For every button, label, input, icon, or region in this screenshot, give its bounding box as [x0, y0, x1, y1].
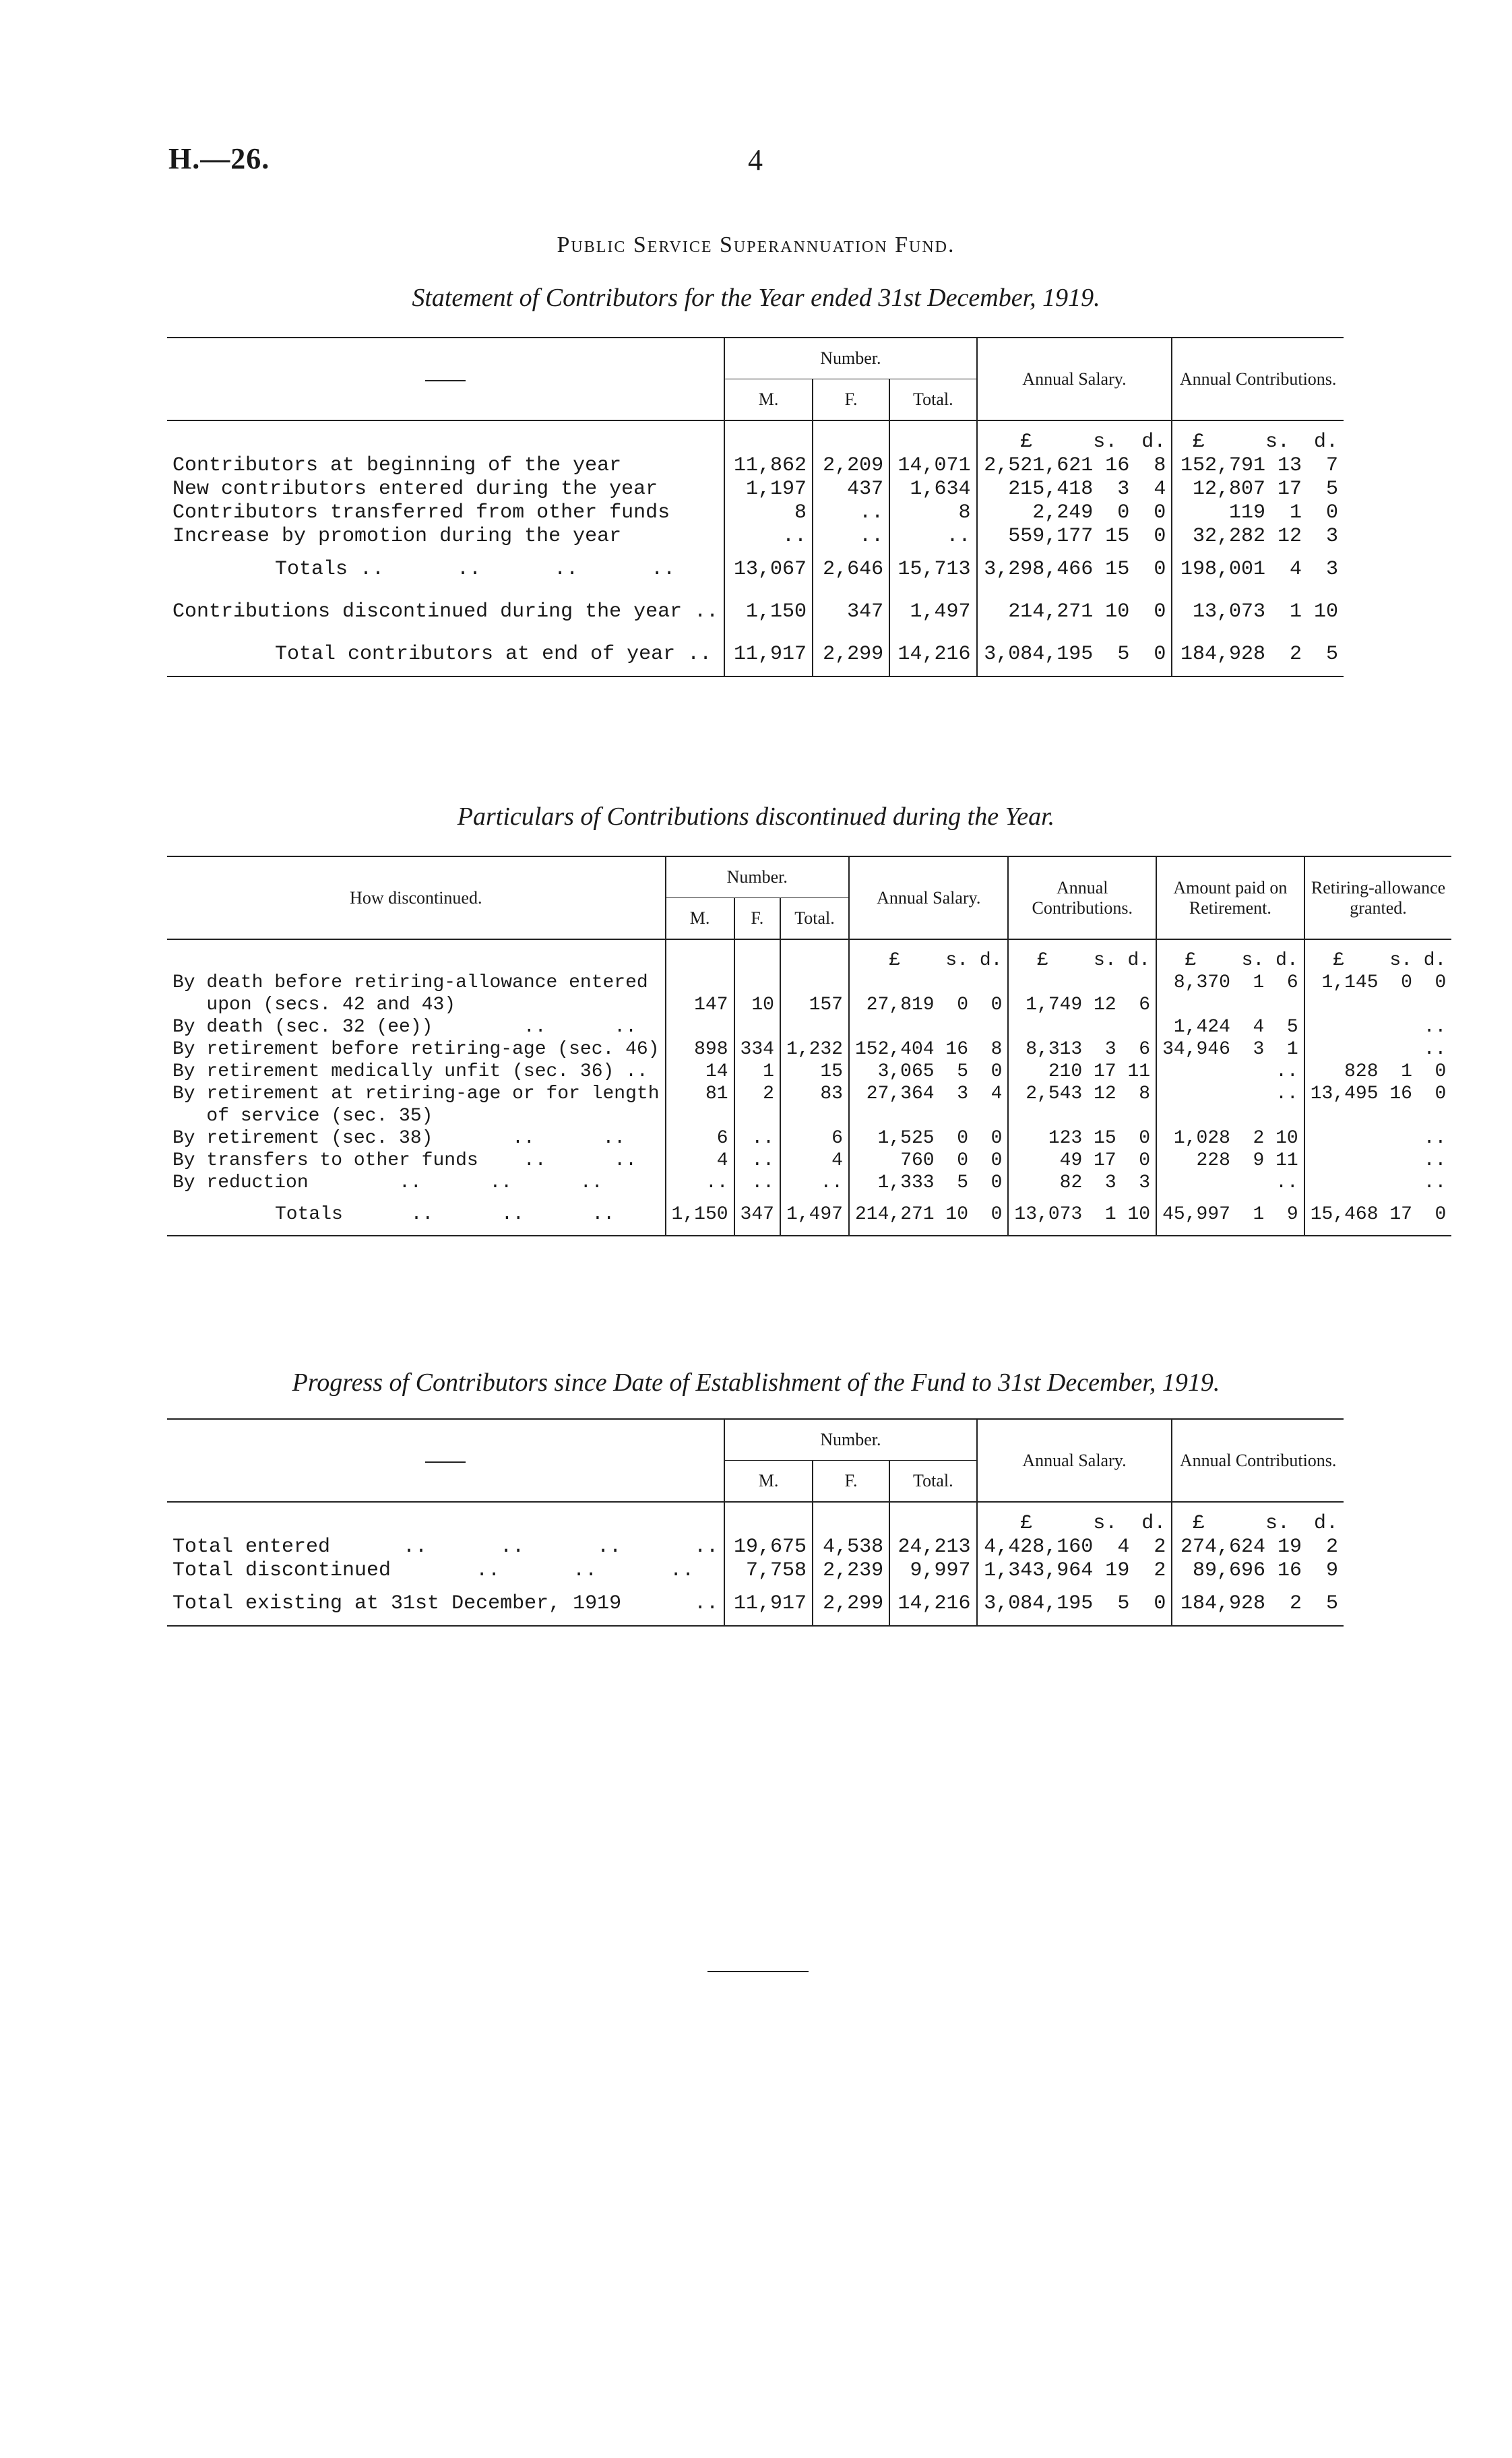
cell-total: 83 — [780, 1083, 849, 1105]
cell-total: 1,634 — [889, 478, 976, 501]
contributions-header: Annual Contributions. — [1172, 338, 1344, 420]
row-label: By reduction .. .. .. — [172, 1172, 603, 1193]
row-label: Contributions discontinued during the year .. — [172, 600, 719, 623]
total-header: Total. — [780, 898, 849, 940]
cell-m: 7,758 — [724, 1559, 813, 1583]
cell-salary: 3,084,195 5 0 — [977, 1583, 1172, 1626]
discontinued-row — [167, 591, 1344, 633]
cell-m: 19,675 — [724, 1536, 813, 1559]
salary-units: £ s. d. — [849, 939, 1008, 972]
m-header: M. — [666, 898, 734, 940]
m-header: M. — [724, 1461, 813, 1503]
cell-f: 2 — [734, 1083, 780, 1105]
cell-salary — [849, 1016, 1008, 1038]
cell-f: .. — [813, 525, 889, 548]
amount-paid-header: Amount paid on Retirement. — [1156, 856, 1304, 939]
cell-f: 1 — [734, 1061, 780, 1083]
table-row — [167, 1083, 1451, 1105]
cell-m: 81 — [666, 1083, 734, 1105]
cell-m: 6 — [666, 1127, 734, 1149]
cell-f: .. — [734, 1172, 780, 1194]
cell-m — [666, 1016, 734, 1038]
salary-header: Annual Salary. — [849, 856, 1008, 939]
table-row — [167, 501, 1344, 525]
row-label: By retirement before retiring-age (sec. 46) — [172, 1039, 660, 1060]
cell-salary: 215,418 3 4 — [977, 478, 1172, 501]
table-row — [167, 1149, 1451, 1172]
end-of-year-row — [167, 633, 1344, 676]
table-row — [167, 1061, 1451, 1083]
salary-header: Annual Salary. — [977, 338, 1172, 420]
cell-total: 9,997 — [889, 1559, 976, 1583]
cell-total: 1,497 — [780, 1194, 849, 1236]
cell-salary: 3,065 5 0 — [849, 1061, 1008, 1083]
cell-total: .. — [780, 1172, 849, 1194]
cell-contrib: 13,073 1 10 — [1172, 591, 1344, 633]
cell-retiring: .. — [1304, 1172, 1452, 1194]
cell-f: 2,209 — [813, 454, 889, 478]
row-label: Total existing at 31st December, 1919 .. — [172, 1592, 719, 1615]
progress-table — [167, 1418, 1344, 1627]
table1-caption: Statement of Contributors for the Year ended 31st December, 1919. — [412, 284, 1100, 312]
table-row — [167, 1105, 1451, 1127]
document-title: Public Service Superannuation Fund. — [557, 232, 955, 257]
cell-retiring: 828 1 0 — [1304, 1061, 1452, 1083]
contrib-units: £ s. d. — [1172, 420, 1344, 454]
cell-total: 15 — [780, 1061, 849, 1083]
cell-total: 1,232 — [780, 1038, 849, 1061]
row-label: Totals .. .. .. — [275, 1204, 615, 1225]
cell-retiring: 1,145 0 0 — [1304, 972, 1452, 994]
cell-f: 2,646 — [813, 548, 889, 591]
cell-contrib — [1008, 972, 1156, 994]
table-row — [167, 994, 1451, 1016]
cell-retiring — [1304, 994, 1452, 1016]
contrib-units: £ s. d. — [1008, 939, 1156, 972]
cell-salary: 214,271 10 0 — [977, 591, 1172, 633]
cell-total: 8 — [889, 501, 976, 525]
cell-amount: 1,028 2 10 — [1156, 1127, 1304, 1149]
cell-contrib: 8,313 3 6 — [1008, 1038, 1156, 1061]
cell-contrib: 12,807 17 5 — [1172, 478, 1344, 501]
cell-f — [734, 972, 780, 994]
cell-contrib: 184,928 2 5 — [1172, 633, 1344, 676]
document-reference: H.—26. — [168, 142, 270, 175]
cell-total — [780, 972, 849, 994]
retiring-allowance-header: Retiring-allowance granted. — [1304, 856, 1452, 939]
cell-amount: 8,370 1 6 — [1156, 972, 1304, 994]
table-row — [167, 1038, 1451, 1061]
blank-header — [167, 338, 724, 420]
retiring-units: £ s. d. — [1304, 939, 1452, 972]
contributors-table — [167, 337, 1344, 677]
cell-contrib: 198,001 4 3 — [1172, 548, 1344, 591]
f-header: F. — [813, 1461, 889, 1503]
cell-total: 4 — [780, 1149, 849, 1172]
cell-contrib: 152,791 13 7 — [1172, 454, 1344, 478]
cell-f: 2,299 — [813, 633, 889, 676]
row-label: By retirement medically unfit (sec. 36) .. — [172, 1061, 648, 1082]
totals-row — [167, 548, 1344, 591]
cell-contrib: 49 17 0 — [1008, 1149, 1156, 1172]
row-label: Contributors at beginning of the year — [172, 454, 622, 477]
row-label: By retirement (sec. 38) .. .. — [172, 1128, 626, 1149]
row-label: Contributors transferred from other funds — [172, 501, 670, 524]
cell-amount: 228 9 11 — [1156, 1149, 1304, 1172]
existing-row — [167, 1583, 1344, 1626]
cell-m: .. — [724, 525, 813, 548]
cell-amount — [1156, 994, 1304, 1016]
cell-amount: 1,424 4 5 — [1156, 1016, 1304, 1038]
how-header: How discontinued. — [350, 887, 482, 908]
closing-rule — [707, 1971, 809, 1972]
row-label: upon (secs. 42 and 43) — [172, 995, 456, 1015]
row-label: of service (sec. 35) — [172, 1106, 433, 1127]
cell-total: 157 — [780, 994, 849, 1016]
cell-amount — [1156, 1105, 1304, 1127]
cell-salary: 3,298,466 15 0 — [977, 548, 1172, 591]
cell-total: 6 — [780, 1127, 849, 1149]
table-row — [167, 478, 1344, 501]
cell-total: 14,071 — [889, 454, 976, 478]
contributions-header: Annual Contributions. — [1008, 856, 1156, 939]
cell-contrib: 274,624 19 2 — [1172, 1536, 1344, 1559]
cell-f: 334 — [734, 1038, 780, 1061]
units-spacer — [167, 420, 724, 454]
number-group-header: Number. — [666, 856, 849, 898]
cell-f — [734, 1105, 780, 1127]
table-row — [167, 1559, 1344, 1583]
row-label: Total contributors at end of year .. — [275, 643, 712, 666]
cell-salary: 2,249 0 0 — [977, 501, 1172, 525]
cell-salary: 1,525 0 0 — [849, 1127, 1008, 1149]
cell-total — [780, 1105, 849, 1127]
cell-salary: 27,364 3 4 — [849, 1083, 1008, 1105]
cell-f: .. — [813, 501, 889, 525]
cell-contrib: 13,073 1 10 — [1008, 1194, 1156, 1236]
cell-contrib: 89,696 16 9 — [1172, 1559, 1344, 1583]
cell-contrib: 2,543 12 8 — [1008, 1083, 1156, 1105]
row-label: Increase by promotion during the year — [172, 525, 622, 548]
f-header: F. — [813, 379, 889, 421]
total-header: Total. — [889, 379, 976, 421]
cell-m: 13,067 — [724, 548, 813, 591]
cell-salary: 27,819 0 0 — [849, 994, 1008, 1016]
cell-contrib — [1008, 1016, 1156, 1038]
cell-f: .. — [734, 1149, 780, 1172]
cell-retiring — [1304, 1105, 1452, 1127]
cell-m: 1,197 — [724, 478, 813, 501]
cell-f — [734, 1016, 780, 1038]
table3-caption: Progress of Contributors since Date of Establishment of the Fund to 31st December, 1919. — [292, 1368, 1220, 1397]
salary-units: £ s. d. — [977, 420, 1172, 454]
cell-m: 898 — [666, 1038, 734, 1061]
cell-m: 1,150 — [724, 591, 813, 633]
cell-amount: .. — [1156, 1061, 1304, 1083]
blank-header — [167, 1419, 724, 1502]
cell-m — [666, 972, 734, 994]
cell-total: .. — [889, 525, 976, 548]
contributions-header: Annual Contributions. — [1172, 1419, 1344, 1502]
cell-amount: .. — [1156, 1172, 1304, 1194]
cell-salary: 3,084,195 5 0 — [977, 633, 1172, 676]
cell-contrib: 32,282 12 3 — [1172, 525, 1344, 548]
contrib-units: £ s. d. — [1172, 1502, 1344, 1536]
cell-m: 11,917 — [724, 633, 813, 676]
table-row — [167, 972, 1451, 994]
cell-f: .. — [734, 1127, 780, 1149]
table-row — [167, 1016, 1451, 1038]
table-row — [167, 1172, 1451, 1194]
cell-retiring: .. — [1304, 1038, 1452, 1061]
cell-total: 1,497 — [889, 591, 976, 633]
cell-retiring: .. — [1304, 1149, 1452, 1172]
salary-units: £ s. d. — [977, 1502, 1172, 1536]
cell-retiring: .. — [1304, 1016, 1452, 1038]
row-label: By retirement at retiring-age or for length — [172, 1083, 660, 1104]
cell-contrib: 123 15 0 — [1008, 1127, 1156, 1149]
row-label: Total discontinued .. .. .. — [172, 1559, 695, 1582]
cell-f: 347 — [813, 591, 889, 633]
cell-m: 8 — [724, 501, 813, 525]
cell-amount: 45,997 1 9 — [1156, 1194, 1304, 1236]
cell-contrib — [1008, 1105, 1156, 1127]
cell-f: 347 — [734, 1194, 780, 1236]
cell-m: 14 — [666, 1061, 734, 1083]
table-row — [167, 525, 1344, 548]
cell-amount: 34,946 3 1 — [1156, 1038, 1304, 1061]
cell-contrib: 119 1 0 — [1172, 501, 1344, 525]
cell-retiring: .. — [1304, 1127, 1452, 1149]
cell-salary: 1,333 5 0 — [849, 1172, 1008, 1194]
cell-salary — [849, 1105, 1008, 1127]
cell-m: 4 — [666, 1149, 734, 1172]
discontinued-table — [167, 856, 1451, 1236]
cell-salary: 559,177 15 0 — [977, 525, 1172, 548]
number-group-header: Number. — [724, 1419, 976, 1461]
f-header: F. — [734, 898, 780, 940]
cell-f: 2,299 — [813, 1583, 889, 1626]
cell-amount: .. — [1156, 1083, 1304, 1105]
row-label: By transfers to other funds .. .. — [172, 1150, 637, 1171]
row-label: Total entered .. .. .. .. — [172, 1536, 719, 1558]
table2-caption: Particulars of Contributions discontinued during the Year. — [457, 802, 1055, 831]
cell-salary: 152,404 16 8 — [849, 1038, 1008, 1061]
cell-salary: 1,343,964 19 2 — [977, 1559, 1172, 1583]
cell-total: 15,713 — [889, 548, 976, 591]
cell-retiring: 15,468 17 0 — [1304, 1194, 1452, 1236]
row-label: By death before retiring-allowance entered — [172, 972, 648, 993]
cell-salary — [849, 972, 1008, 994]
cell-f: 10 — [734, 994, 780, 1016]
number-group-header: Number. — [724, 338, 976, 379]
cell-f: 4,538 — [813, 1536, 889, 1559]
cell-contrib: 82 3 3 — [1008, 1172, 1156, 1194]
page-number: 4 — [748, 144, 763, 177]
totals-row — [167, 1194, 1451, 1236]
m-header: M. — [724, 379, 813, 421]
cell-m: 1,150 — [666, 1194, 734, 1236]
cell-salary: 4,428,160 4 2 — [977, 1536, 1172, 1559]
total-header: Total. — [889, 1461, 976, 1503]
table-row — [167, 1127, 1451, 1149]
cell-m: 147 — [666, 994, 734, 1016]
cell-salary: 760 0 0 — [849, 1149, 1008, 1172]
cell-contrib: 210 17 11 — [1008, 1061, 1156, 1083]
table-row — [167, 454, 1344, 478]
cell-salary: 214,271 10 0 — [849, 1194, 1008, 1236]
cell-m: 11,917 — [724, 1583, 813, 1626]
amount-units: £ s. d. — [1156, 939, 1304, 972]
cell-total — [780, 1016, 849, 1038]
table-row — [167, 1536, 1344, 1559]
cell-contrib: 184,928 2 5 — [1172, 1583, 1344, 1626]
cell-salary: 2,521,621 16 8 — [977, 454, 1172, 478]
row-label: Totals .. .. .. .. — [275, 558, 676, 581]
cell-m: 11,862 — [724, 454, 813, 478]
cell-m — [666, 1105, 734, 1127]
cell-f: 2,239 — [813, 1559, 889, 1583]
cell-f: 437 — [813, 478, 889, 501]
salary-header: Annual Salary. — [977, 1419, 1172, 1502]
row-label: By death (sec. 32 (ee)) .. .. — [172, 1017, 637, 1038]
cell-retiring: 13,495 16 0 — [1304, 1083, 1452, 1105]
cell-total: 14,216 — [889, 1583, 976, 1626]
cell-total: 24,213 — [889, 1536, 976, 1559]
cell-total: 14,216 — [889, 633, 976, 676]
cell-m: .. — [666, 1172, 734, 1194]
row-label: New contributors entered during the year — [172, 478, 658, 501]
cell-contrib: 1,749 12 6 — [1008, 994, 1156, 1016]
